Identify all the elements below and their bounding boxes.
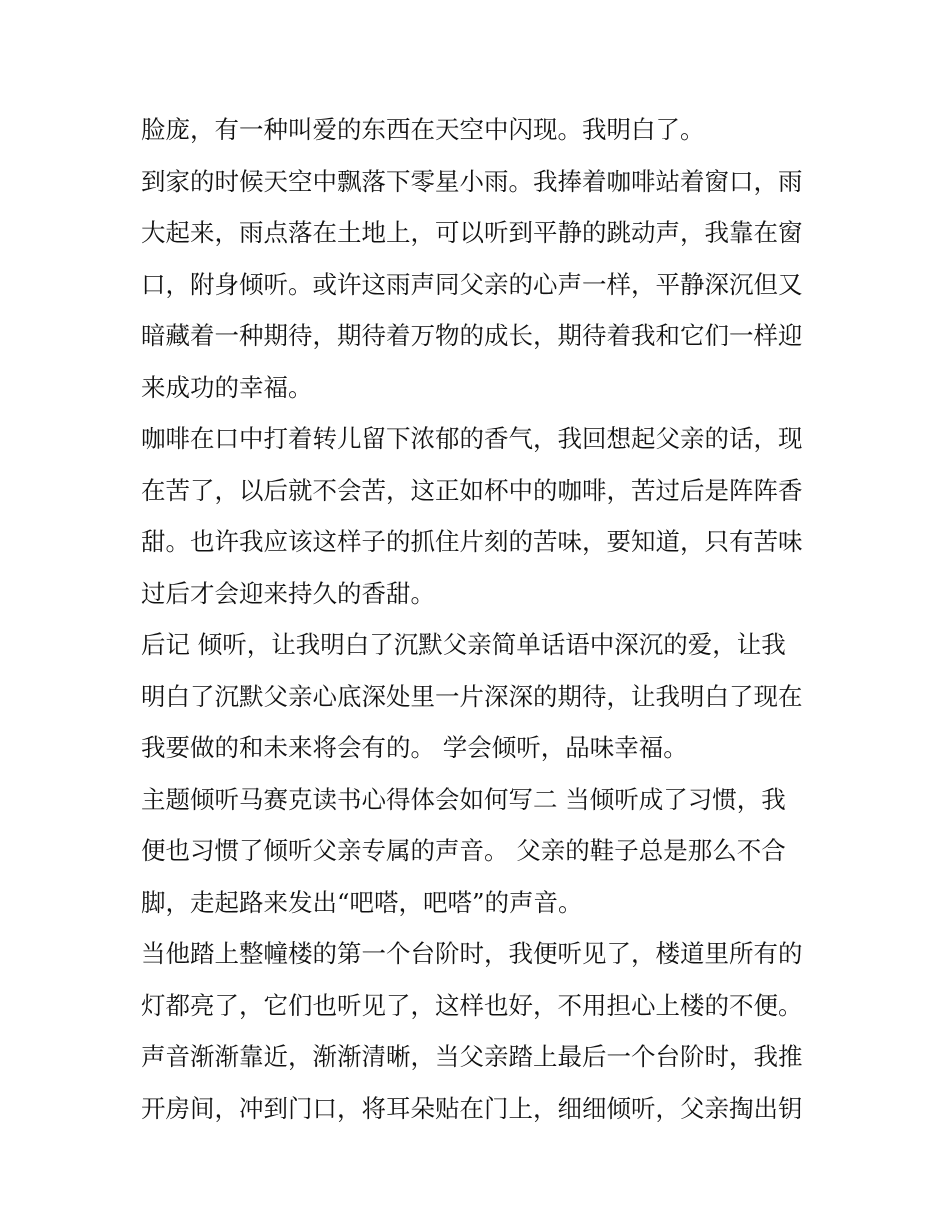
- text-line: 咖啡在口中打着转儿留下浓郁的香气，我回想起父亲的话，现: [141, 424, 803, 453]
- text-line: 在苦了，以后就不会苦，这正如杯中的咖啡，苦过后是阵阵香: [141, 475, 803, 505]
- text-line: 甜。也许我应该这样子的抓住片刻的苦味，要知道，只有苦味: [141, 527, 803, 556]
- text-line: 后记 倾听，让我明白了沉默父亲简单话语中深沉的爱，让我: [141, 630, 786, 659]
- text-line: 过后才会迎来持久的香甜。: [141, 578, 435, 608]
- text-line: 来成功的幸福。: [141, 372, 313, 402]
- text-line: 灯都亮了，它们也听见了，这样也好，不用担心上楼的不便。: [141, 990, 803, 1020]
- text-line: 大起来，雨点落在土地上，可以听到平静的跳动声，我靠在窗: [141, 218, 803, 247]
- text-line: 明白了沉默父亲心底深处里一片深深的期待，让我明白了现在: [141, 681, 803, 711]
- text-line: 我要做的和未来将会有的。 学会倾听，品味幸福。: [141, 733, 688, 762]
- body-text: [141, 104, 821, 1134]
- text-line: 脚，走起路来发出“吧嗒，吧嗒”的声音。: [141, 887, 583, 917]
- text-line: 脸庞，有一种叫爱的东西在天空中闪现。我明白了。: [141, 115, 705, 144]
- text-line: 声音渐渐靠近，渐渐清晰，当父亲踏上最后一个台阶时，我推: [141, 1042, 803, 1071]
- text-line: 便也习惯了倾听父亲专属的声音。 父亲的鞋子总是那么不合: [141, 836, 786, 865]
- text-line: 口，附身倾听。或许这雨声同父亲的心声一样，平静深沉但又: [141, 269, 803, 299]
- text-line: 开房间，冲到门口，将耳朵贴在门上，细细倾听，父亲掏出钥: [141, 1093, 803, 1123]
- text-line: 到家的时候天空中飘落下零星小雨。我捧着咖啡站着窗口，雨: [141, 166, 803, 196]
- text-line: 当他踏上整幢楼的第一个台阶时，我便听见了，楼道里所有的: [141, 939, 803, 968]
- text-line: 主题倾听马赛克读书心得体会如何写二 当倾听成了习惯，我: [141, 784, 786, 814]
- text-line: 暗藏着一种期待，期待着万物的成长，期待着我和它们一样迎: [141, 321, 803, 350]
